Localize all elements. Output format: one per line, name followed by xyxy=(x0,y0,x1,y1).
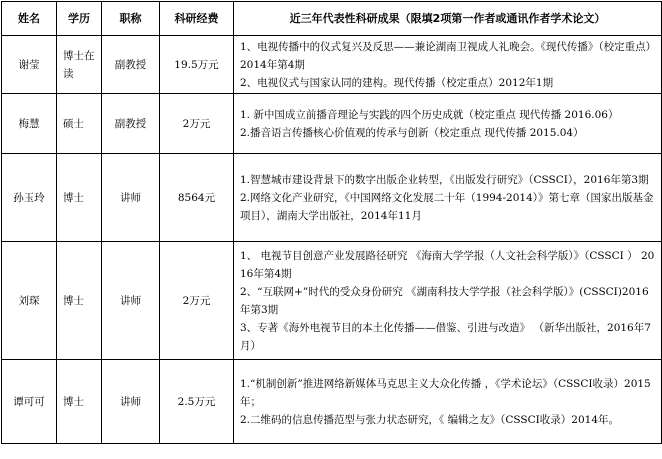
cell-degree: 博士 xyxy=(57,154,102,242)
cell-results xyxy=(234,154,662,242)
cell-funds: 2万元 xyxy=(160,94,234,154)
cell-degree: 博士在读 xyxy=(57,36,102,94)
cell-title: 讲师 xyxy=(102,360,160,444)
cell-funds: 2万元 xyxy=(160,242,234,360)
result-item: 3、专著《海外电视节目的本土化传播——借鉴、引进与改造》 （新华出版社，2016年7月） xyxy=(240,321,651,352)
result-item: 1.“机制创新”推进网络新媒体马克思主义大众化传播 ，《学术论坛》（CSSCI收录）2015年； xyxy=(240,377,651,408)
result-item: 2、电视仪式与国家认同的建构。现代传播（校定重点）2012年1期 xyxy=(240,76,554,89)
cell-degree: 博士 xyxy=(57,360,102,444)
cell-funds: 8564元 xyxy=(160,154,234,242)
header-name: 姓名 xyxy=(2,2,57,36)
header-title: 职称 xyxy=(102,2,160,36)
cell-title: 副教授 xyxy=(102,94,160,154)
table-row xyxy=(2,154,662,242)
result-item: 1. 新中国成立前播音理论与实践的四个历史成就（校定重点 现代传播 2016.06） xyxy=(240,108,619,121)
result-item: 1.智慧城市建设背景下的数字出版企业转型，《出版发行研究》（CSSCI），2016年第3期 xyxy=(240,173,649,186)
result-item: 2、“互联网+”时代的受众身份研究 《湖南科技大学学报（社会科学版）》(CSSCI)2016年第3期 xyxy=(240,285,649,316)
cell-title: 讲师 xyxy=(102,154,160,242)
result-item: 2.播音语言传播核心价值观的传承与创新（校定重点 现代传播 2015.04） xyxy=(240,126,584,139)
result-item: 2.网络文化产业研究，《中国网络文化发展二十年（1994-2014）》第七章（国家出版基金项目），湖南大学出版社，2014年11月 xyxy=(240,191,654,222)
cell-name: 梅慧 xyxy=(2,94,57,154)
cell-name: 刘琛 xyxy=(2,242,57,360)
header-results: 近三年代表性科研成果（限填2项第一作者或通讯作者学术论文） xyxy=(234,2,662,36)
cell-results xyxy=(234,360,662,444)
result-item: 1、电视传播中的仪式复兴及反思——兼论湖南卫视成人礼晚会。《现代传播》（校定重点）2014年第4期 xyxy=(240,40,657,71)
cell-title: 讲师 xyxy=(102,242,160,360)
table-row xyxy=(2,94,662,154)
cell-results xyxy=(234,94,662,154)
header-row xyxy=(2,2,662,36)
header-degree: 学历 xyxy=(57,2,102,36)
cell-degree: 博士 xyxy=(57,242,102,360)
table-row xyxy=(2,360,662,444)
result-item: 1、 电视节目创意产业发展路径研究 《海南大学学报（人文社会科学版）》（CSSCI ） 2016年第4期 xyxy=(240,249,655,280)
cell-title: 副教授 xyxy=(102,36,160,94)
cell-name: 孙玉玲 xyxy=(2,154,57,242)
table-row xyxy=(2,242,662,360)
cell-funds: 19.5万元 xyxy=(160,36,234,94)
header-funds: 科研经费 xyxy=(160,2,234,36)
result-item: 2.二维码的信息传播范型与张力状态研究，《 编辑之友》（CSSCI收录）2014年。 xyxy=(240,413,619,426)
cell-funds: 2.5万元 xyxy=(160,360,234,444)
faculty-research-table xyxy=(1,1,662,444)
cell-name: 谭可可 xyxy=(2,360,57,444)
cell-degree: 硕士 xyxy=(57,94,102,154)
cell-results xyxy=(234,36,662,94)
cell-results xyxy=(234,242,662,360)
table-row xyxy=(2,36,662,94)
cell-name: 谢莹 xyxy=(2,36,57,94)
